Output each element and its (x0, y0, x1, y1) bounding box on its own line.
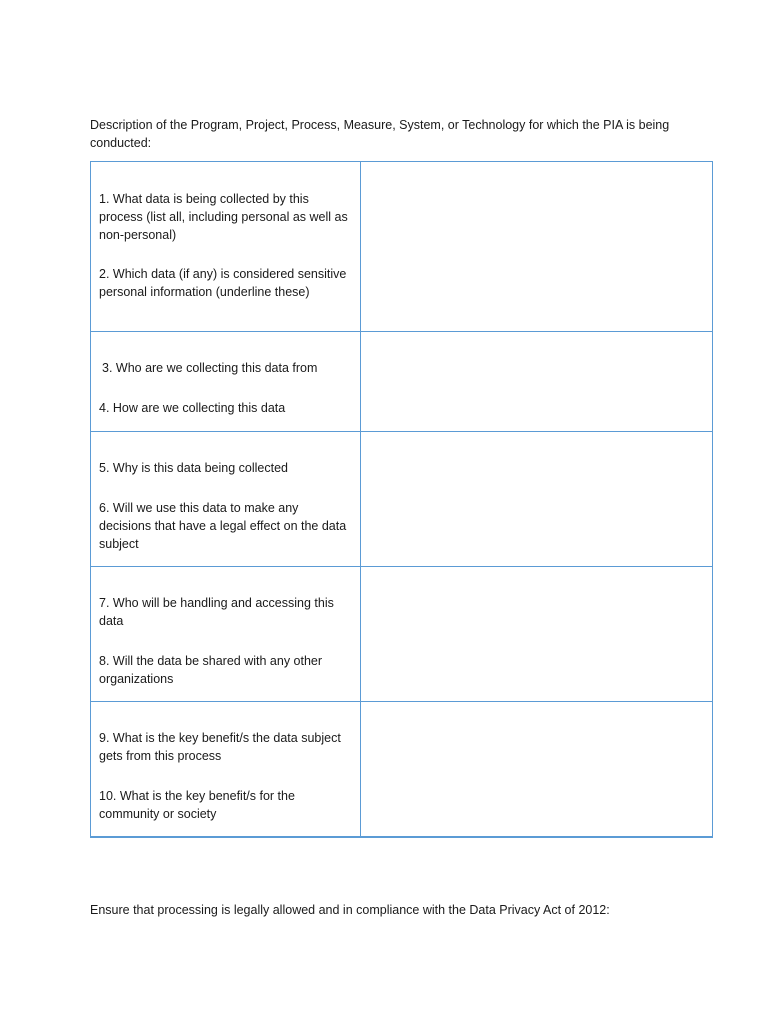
question-8: 8. Will the data be shared with any other organizations (99, 654, 323, 686)
pia-questions-table (90, 161, 713, 838)
question-cell (91, 332, 361, 432)
form-description-label: Description of the Program, Project, Process, Measure, System, or Technology for which the PIA is being conducted: (90, 118, 670, 150)
question-10: 10. What is the key benefit/s for the community or society (99, 789, 295, 821)
answer-cell-1[interactable] (361, 162, 713, 332)
question-cell (91, 432, 361, 567)
question-5: 5. Why is this data being collected (99, 461, 288, 475)
question-cell (91, 162, 361, 332)
answer-cell-3[interactable] (361, 432, 713, 567)
table-row (91, 567, 713, 702)
table-row (91, 432, 713, 567)
question-7: 7. Who will be handling and accessing this data (99, 596, 334, 628)
table-row (91, 702, 713, 838)
compliance-statement: Ensure that processing is legally allowed and in compliance with the Data Privacy Act of 2012: (90, 903, 610, 917)
question-4: 4. How are we collecting this data (99, 401, 286, 415)
question-1: 1. What data is being collected by this process (list all, including personal as well as non-personal) (99, 192, 348, 242)
question-cell (91, 702, 361, 838)
answer-cell-4[interactable] (361, 567, 713, 702)
question-9: 9. What is the key benefit/s the data subject gets from this process (99, 731, 341, 763)
question-2: 2. Which data (if any) is considered sensitive personal information (underline these) (99, 267, 347, 299)
question-3: 3. Who are we collecting this data from (102, 361, 318, 375)
answer-cell-5[interactable] (361, 702, 713, 838)
question-6: 6. Will we use this data to make any decisions that have a legal effect on the data subject (99, 501, 347, 551)
question-cell (91, 567, 361, 702)
table-row (91, 162, 713, 332)
answer-cell-2[interactable] (361, 332, 713, 432)
table-row (91, 332, 713, 432)
